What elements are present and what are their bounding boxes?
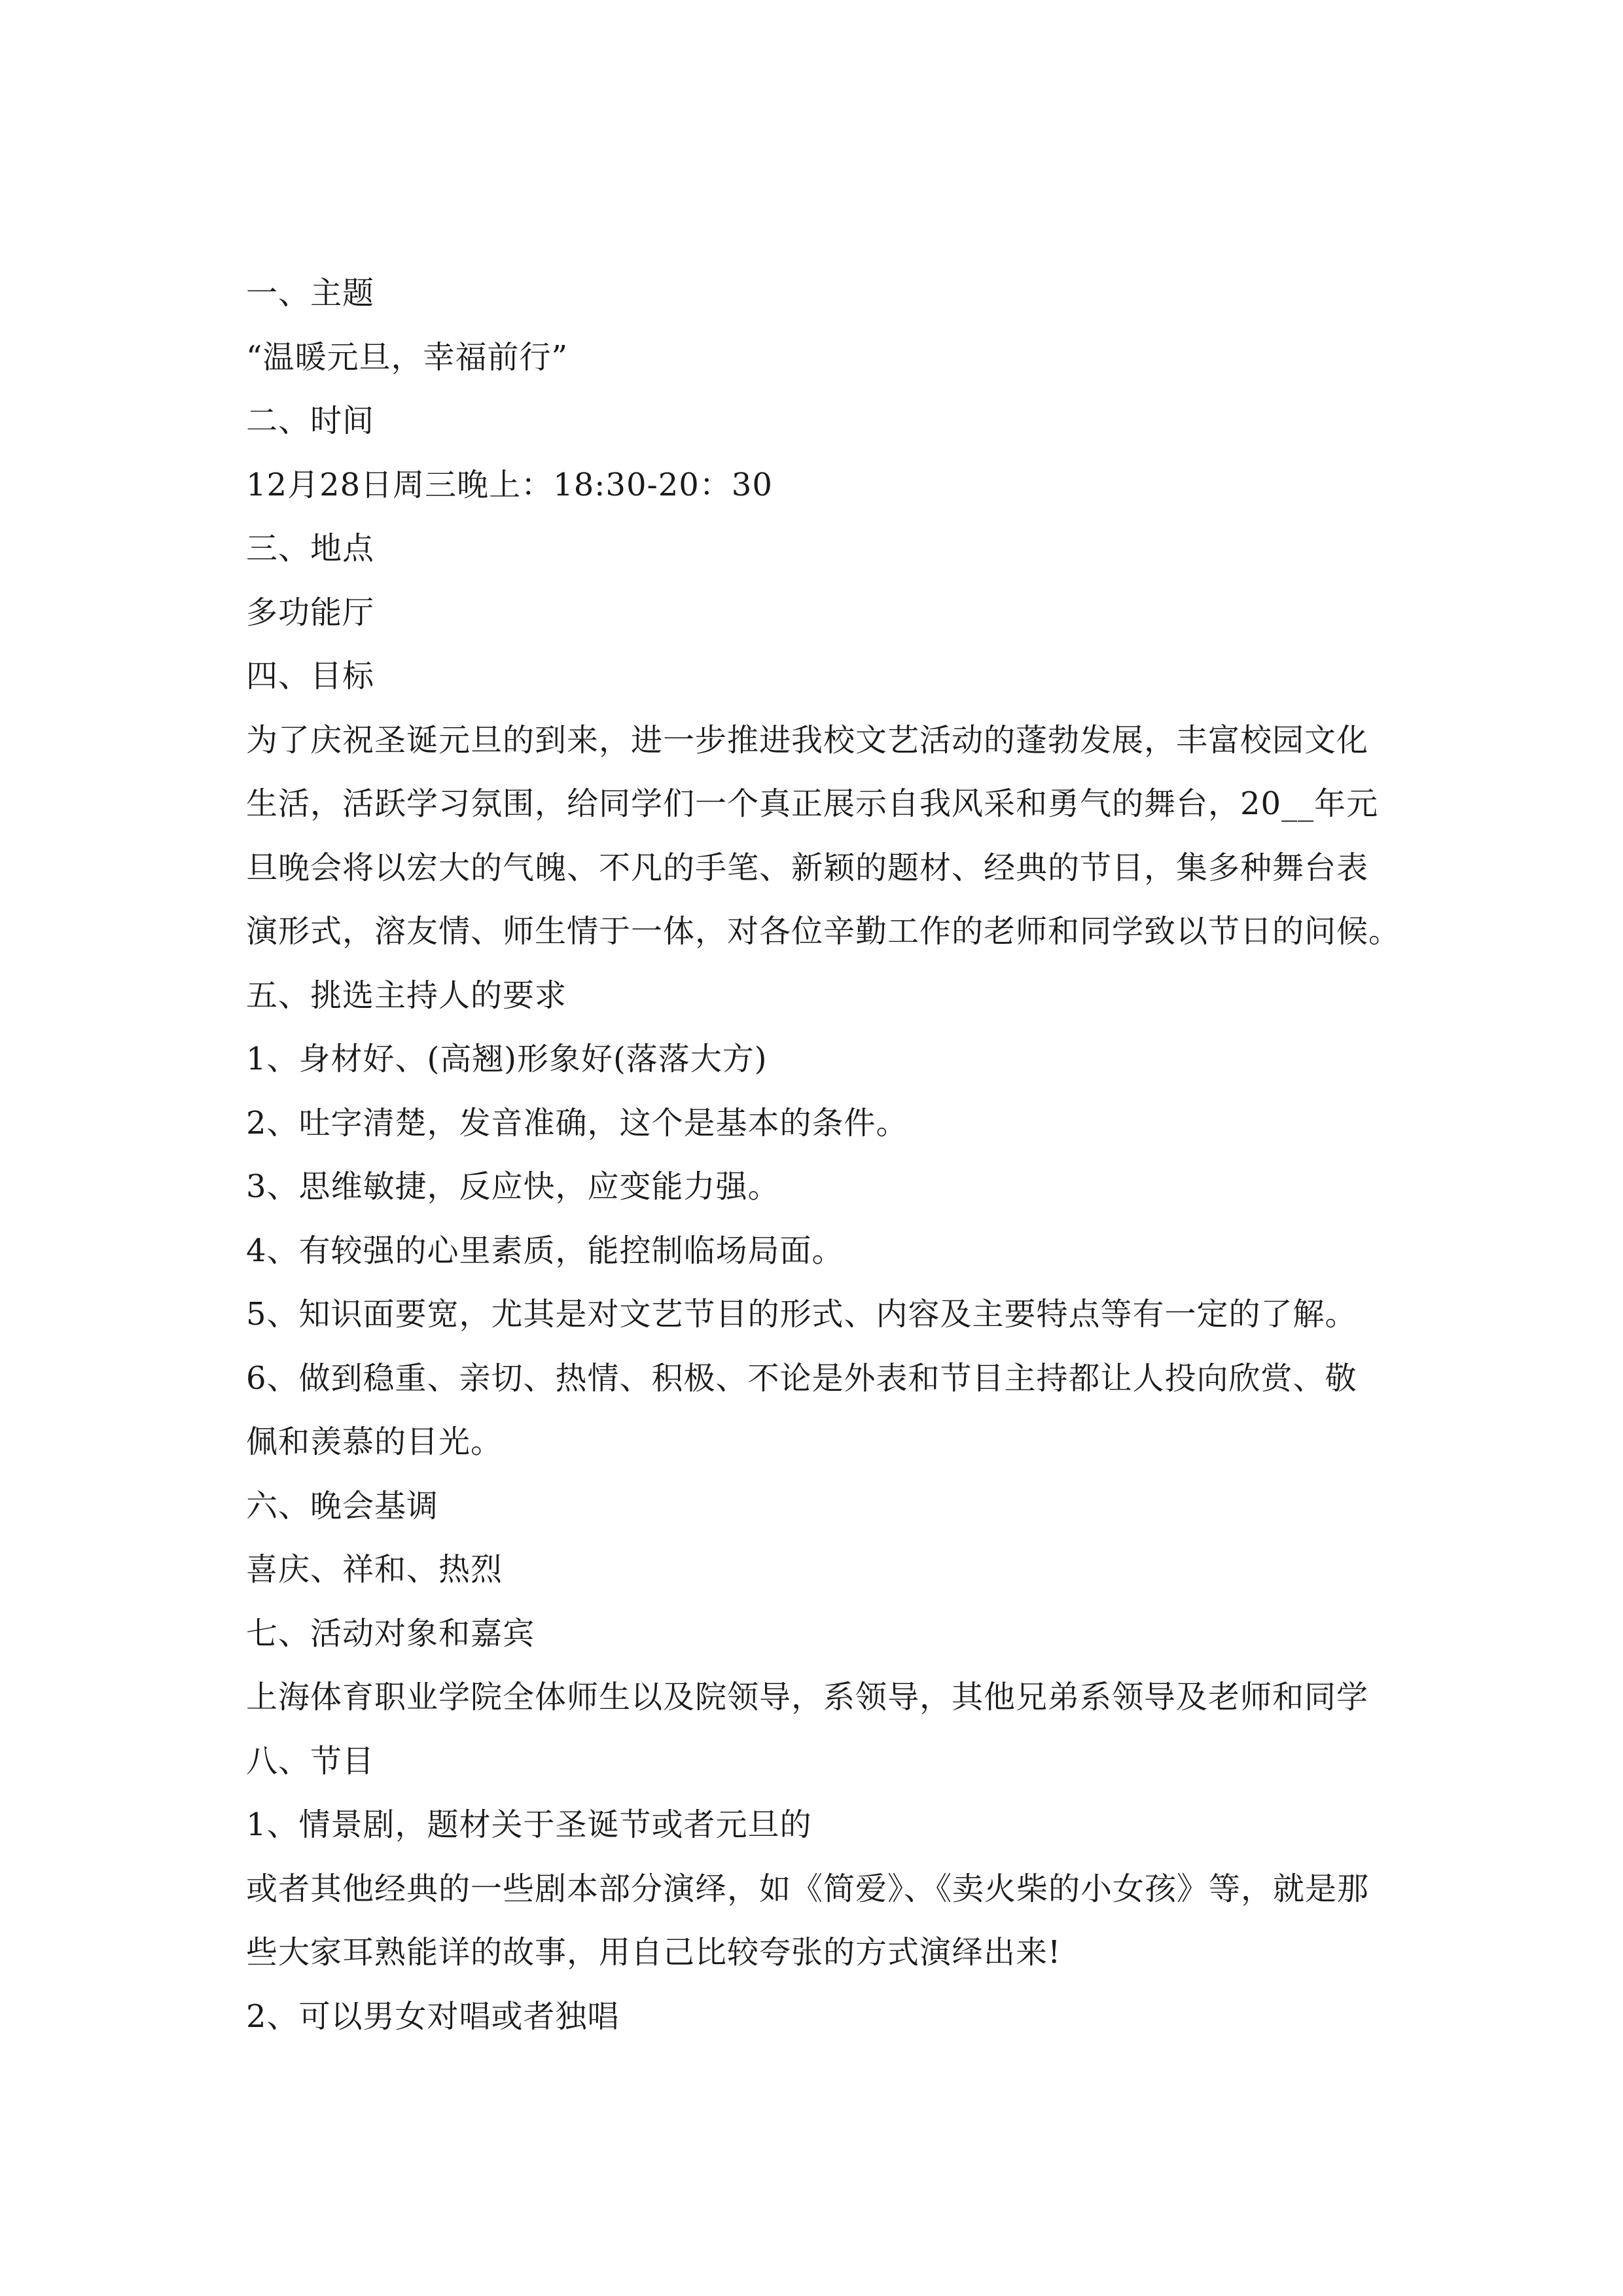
program-item-continued: 或者其他经典的一些剧本部分演绎，如《简爱》、《卖火柴的小女孩》等，就是那	[246, 1870, 1370, 1907]
section-heading-audience: 七、活动对象和嘉宾	[246, 1615, 535, 1652]
theme-text: “温暖元旦，幸福前行”	[246, 338, 569, 376]
requirement-item: 1、身材好、(高翘)形象好(落落大方)	[246, 1041, 768, 1077]
goal-text-line: 旦晚会将以宏大的气魄、不凡的手笔、新颖的题材、经典的节目，集多种舞台表	[246, 849, 1369, 886]
goal-text-line: 为了庆祝圣诞元旦的到来，进一步推进我校文艺活动的蓬勃发展，丰富校园文化	[246, 721, 1369, 759]
location-text: 多功能厅	[246, 594, 375, 631]
requirement-item: 3、思维敏捷，反应快，应变能力强。	[246, 1168, 780, 1205]
section-heading-theme: 一、主题	[246, 275, 375, 312]
requirement-item-continued: 佩和羡慕的目光。	[246, 1424, 503, 1460]
program-item-continued: 些大家耳熟能详的故事，用自己比较夸张的方式演绎出来!	[246, 1934, 1061, 1971]
program-item: 2、可以男女对唱或者独唱	[246, 1998, 620, 2035]
document-body	[246, 262, 1401, 2049]
section-heading-location: 三、地点	[246, 530, 375, 567]
requirement-item: 2、吐字清楚，发音准确，这个是基本的条件。	[246, 1104, 908, 1141]
section-heading-tone: 六、晚会基调	[246, 1487, 439, 1524]
section-heading-programs: 八、节目	[246, 1742, 375, 1780]
section-heading-time: 二、时间	[246, 403, 375, 439]
audience-text: 上海体育职业学院全体师生以及院领导，系领导，其他兄弟系领导及老师和同学	[246, 1679, 1369, 1715]
requirement-item: 6、做到稳重、亲切、热情、积极、不论是外表和节目主持都让人投向欣赏、敬	[246, 1359, 1357, 1397]
goal-text-line: 演形式，溶友情、师生情于一体，对各位辛勤工作的老师和同学致以节日的问候。	[246, 913, 1401, 950]
section-heading-host-requirements: 五、挑选主持人的要求	[246, 977, 567, 1014]
tone-text: 喜庆、祥和、热烈	[246, 1551, 503, 1588]
program-item: 1、情景剧，题材关于圣诞节或者元旦的	[246, 1806, 812, 1843]
requirement-item: 5、知识面要宽，尤其是对文艺节目的形式、内容及主要特点等有一定的了解。	[246, 1296, 1357, 1333]
section-heading-goal: 四、目标	[246, 658, 375, 694]
goal-text-line: 生活，活跃学习氛围，给同学们一个真正展示自我风采和勇气的舞台，20__年元	[246, 785, 1379, 822]
time-text: 12月28日周三晚上：18:30-20：30	[246, 466, 773, 503]
requirement-item: 4、有较强的心里素质，能控制临场局面。	[246, 1232, 844, 1269]
